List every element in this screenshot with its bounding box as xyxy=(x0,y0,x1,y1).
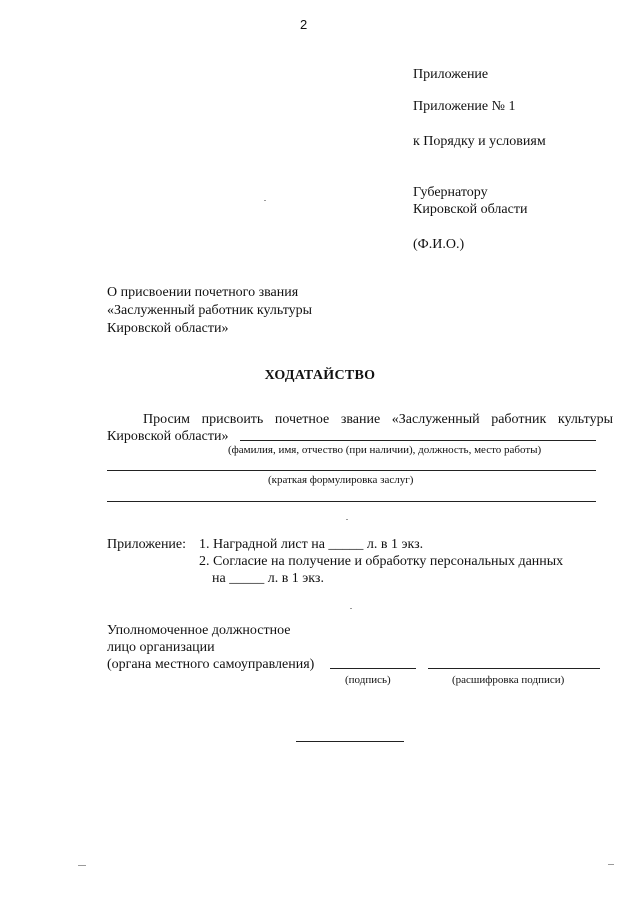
person-fill-line xyxy=(240,440,596,441)
scan-speck xyxy=(350,608,352,609)
merits-fill-line xyxy=(107,501,596,502)
addressee-position: Губернатору xyxy=(413,185,488,200)
signature-caption: (подпись) xyxy=(345,674,391,686)
appendix-label: Приложение xyxy=(413,67,489,82)
signature-decoding-caption: (расшифровка подписи) xyxy=(452,674,565,686)
scan-speck xyxy=(264,200,266,201)
addressee-region: Кировской области xyxy=(413,202,528,217)
appendix-reference: к Порядку и условиям xyxy=(413,134,546,149)
closing-separator xyxy=(296,741,404,742)
request-line-1: Просим присвоить почетное звание «Заслуженный работник культуры xyxy=(143,412,613,427)
addressee-name-placeholder: (Ф.И.О.) xyxy=(413,237,465,252)
scan-speck xyxy=(78,865,86,866)
subject-line-2: «Заслуженный работник культуры xyxy=(107,303,313,318)
document-title: ХОДАТАЙСТВО xyxy=(264,368,376,383)
subject-line-3: Кировской области» xyxy=(107,321,229,336)
attachment-item-2-line-2: на _____ л. в 1 экз. xyxy=(212,571,324,586)
page-number: 2 xyxy=(300,17,308,32)
signature-fill-line xyxy=(330,668,416,669)
person-caption: (фамилия, имя, отчество (при наличии), должность, место работы) xyxy=(228,444,542,456)
appendix-number: Приложение № 1 xyxy=(413,99,516,114)
attachment-item-2-line-1: 2. Согласие на получение и обработку персональных данных xyxy=(199,554,564,569)
merits-caption: (краткая формулировка заслуг) xyxy=(268,474,414,486)
signatory-line-2: лицо организации xyxy=(107,640,215,655)
attachment-item-1: 1. Наградной лист на _____ л. в 1 экз. xyxy=(199,537,424,552)
attachments-label: Приложение: xyxy=(107,537,187,552)
scan-speck xyxy=(346,519,348,520)
request-line-2: Кировской области» xyxy=(107,429,229,444)
signatory-line-3: (органа местного самоуправления) xyxy=(107,657,315,672)
signature-decoding-fill-line xyxy=(428,668,600,669)
scan-speck xyxy=(608,864,614,865)
continuation-fill-line xyxy=(107,470,596,471)
signatory-line-1: Уполномоченное должностное xyxy=(107,623,291,638)
subject-line-1: О присвоении почетного звания xyxy=(107,285,299,300)
